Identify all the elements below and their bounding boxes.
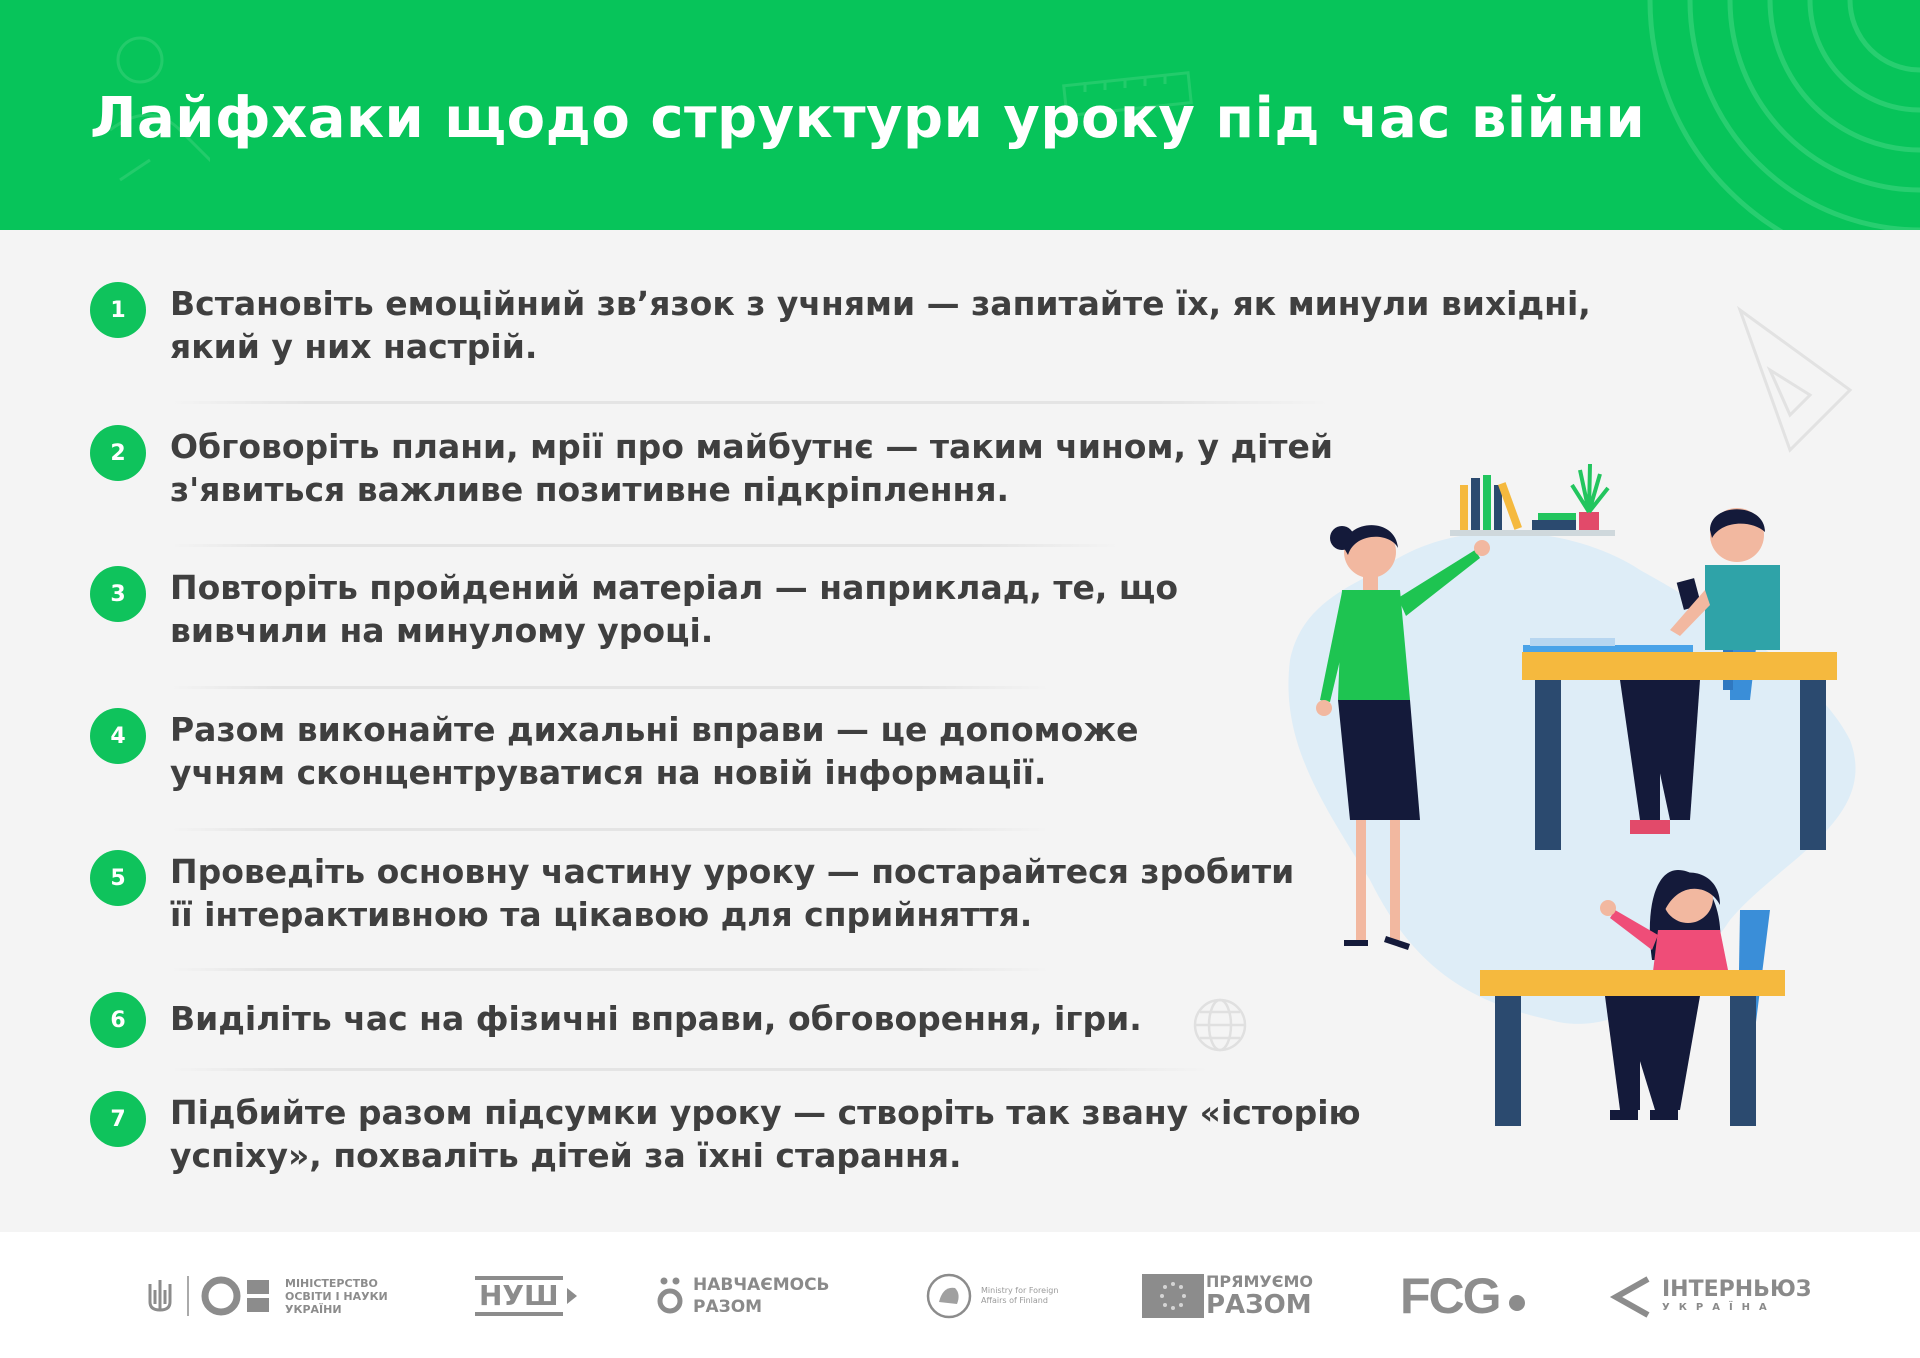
step-text: Обговоріть плани, мрії про майбутнє — таким чином, у дітей з'явиться важливе позитивне підкріплення. (170, 427, 1334, 509)
divider (170, 544, 1120, 547)
divider (170, 1068, 1210, 1071)
play-arrow-icon (563, 1286, 579, 1306)
learn-together-icon (655, 1273, 685, 1319)
ministry-mark-icon (201, 1274, 277, 1318)
divider (170, 401, 1330, 404)
pryamuiemo-razom-logo: ПРЯМУЄМО РАЗОМ (1142, 1268, 1313, 1324)
step-text: Встановіть емоційний зв’язок з учнями — запитайте їх, як минули вихідні, який у них настрій. (170, 284, 1591, 366)
step-text: Виділіть час на фізичні вправи, обговорення, ігри. (170, 999, 1142, 1038)
step-text: Разом виконайте дихальні вправи — це допоможе учням сконцентруватися на новій інформації. (170, 710, 1139, 792)
step-number-badge: 1 (90, 282, 146, 338)
ministry-logo: МІНІСТЕРСТВО ОСВІТИ І НАУКИ УКРАЇНИ (145, 1268, 388, 1324)
nush-logo: НУШ (475, 1268, 579, 1324)
step-number-badge: 7 (90, 1091, 146, 1147)
mfa-finland-logo: Ministry for Foreign Affairs of Finland (925, 1268, 1058, 1324)
learn-together-logo: НАВЧАЄМОСЬ РАЗОМ (655, 1268, 830, 1324)
step-number-badge: 4 (90, 708, 146, 764)
step-text: Підбийте разом підсумки уроку — створіть так звану «історію успіху», похваліть дітей за їхні старання. (170, 1093, 1361, 1175)
divider (170, 968, 1050, 971)
step-number-badge: 3 (90, 566, 146, 622)
internews-logo: ІНТЕРНЬЮЗ УКРАЇНА (1608, 1268, 1811, 1324)
step-number-badge: 5 (90, 850, 146, 906)
fcg-logo: FCG (1400, 1268, 1528, 1324)
partner-logos-footer (0, 1232, 1920, 1358)
eu-flag-icon (1142, 1274, 1204, 1318)
classroom-illustration (1260, 440, 1860, 1140)
lion-emblem-icon (925, 1272, 973, 1320)
step-text: Повторіть пройдений матеріал — наприклад, те, що вивчили на минулому уроці. (170, 568, 1179, 650)
page-title: Лайфхаки щодо структури уроку під час війни (90, 86, 1646, 151)
divider (170, 686, 1050, 689)
step-text: Проведіть основну частину уроку — постарайтеся зробити її інтерактивною та цікавою для сприйняття. (170, 852, 1295, 934)
step-number-badge: 2 (90, 425, 146, 481)
divider (170, 828, 1050, 831)
dot-icon (1506, 1292, 1528, 1314)
internews-chevron-icon (1608, 1273, 1652, 1319)
step-number-badge: 6 (90, 992, 146, 1048)
trident-icon (145, 1276, 175, 1316)
